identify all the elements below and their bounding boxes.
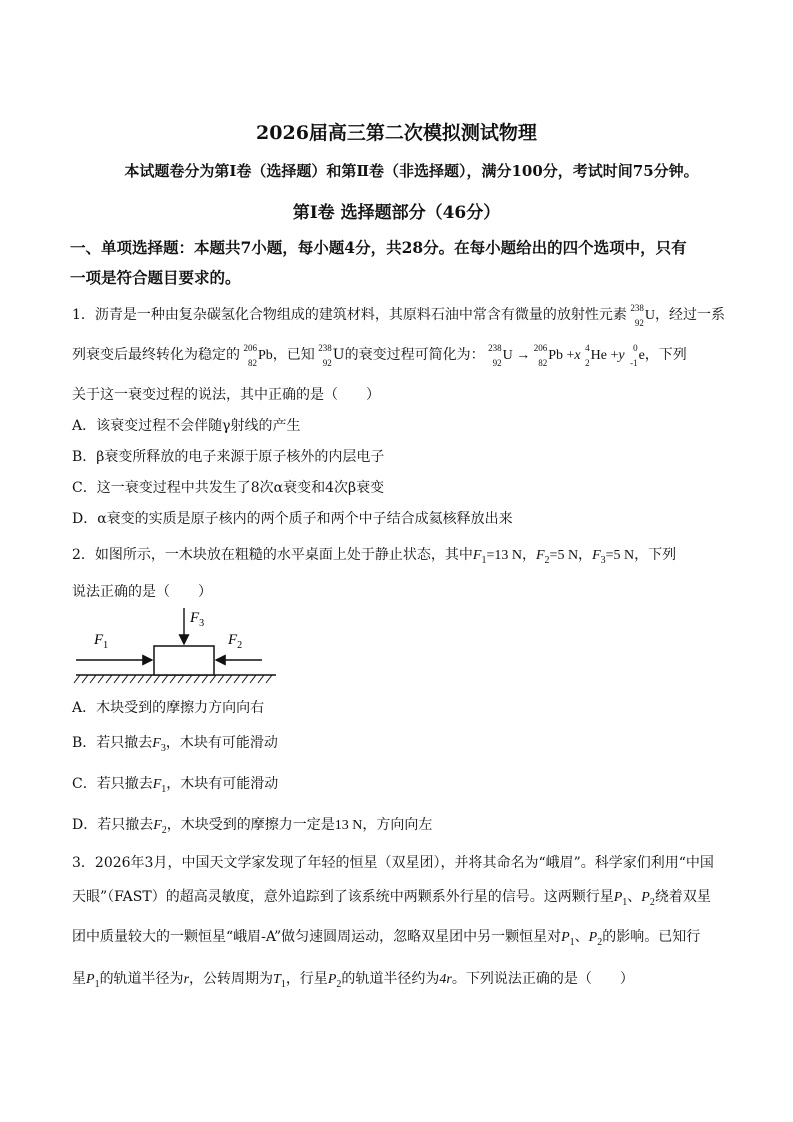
q1-line-1 <box>72 304 725 326</box>
q3-text: 天眼”（FAST）的超高灵敏度，意外追踪到了该系统中两颗系外行星的信号。这两颗行星 <box>72 889 614 905</box>
q3-text: 的轨道半径约为 <box>341 971 440 987</box>
u238-nuclide: 238 92 <box>488 343 502 368</box>
q3-text: 的轨道半径为 <box>99 971 184 987</box>
f1-index: 1 <box>161 784 167 795</box>
q3-text: ，行星 <box>285 971 328 987</box>
f1-label: $F_1$ <box>94 632 109 651</box>
q1-text: 列衰变后最终转化为稳定的 <box>72 347 240 363</box>
q3-text: 团中质量较大的一颗恒星“峨眉-A”做匀速圆周运动，忽略双星团中另一颗恒星对 <box>72 929 562 945</box>
radius-4r: 4r <box>439 972 452 987</box>
decay-equation-part: e，下列 <box>638 348 687 363</box>
f2-value: =5 N， <box>549 548 593 563</box>
q3-text: ，公转周期为 <box>189 971 274 987</box>
f2-index: 2 <box>544 555 550 566</box>
q3-line-3 <box>72 926 700 948</box>
q2-option-a: A．木块受到的摩擦力方向向右 <box>72 700 265 716</box>
q2-option-text: ，方向向左 <box>362 817 433 833</box>
q3-text: 星 <box>72 971 86 987</box>
decay-equation-part: Pb + <box>548 348 575 363</box>
q2-option-d <box>72 814 432 836</box>
u238-nuclide: 238 92 <box>630 303 644 328</box>
f3-index: 3 <box>600 555 606 566</box>
p1-symbol: P <box>613 890 623 905</box>
f1-value: =13 N， <box>486 548 536 563</box>
page-title: 2026届高三第二次模拟测试物理 <box>256 122 537 144</box>
wood-block <box>154 646 214 675</box>
pb206-nuclide: 206 82 <box>243 343 257 368</box>
q1-option-c: C．这一衰变过程中共发生了8次α衰变和4次β衰变 <box>72 480 385 496</box>
period-index: 1 <box>280 979 286 990</box>
f3-value: =5 N，下列 <box>605 548 677 563</box>
f3-symbol: F <box>592 548 601 563</box>
q1-option-d: D．α衰变的实质是原子核内的两个质子和两个中子结合成氦核释放出来 <box>72 511 513 527</box>
q2-line-1 <box>72 544 676 566</box>
q1-text: 1．沥青是一种由复杂碳氢化合物组成的建筑材料，其原料石油中常含有微量的放射性元素 <box>72 307 627 323</box>
u238-nuclide: 238 92 <box>318 343 332 368</box>
f3-label: $F_3$ <box>190 610 205 629</box>
p1-symbol: P <box>561 930 570 945</box>
q2-option-text: C．若只撤去 <box>72 776 153 792</box>
decay-coefficient-y: y <box>618 348 625 363</box>
question-type-heading-cont: 一项是符合题目要求的。 <box>70 268 241 287</box>
p2-symbol: P <box>588 930 598 945</box>
p2-index: 2 <box>597 937 603 948</box>
q3-line-4 <box>72 968 634 990</box>
period-symbol: T <box>273 972 281 987</box>
q3-line-1: 3．2026年3月，中国天文学家发现了年轻的恒星（双星团），并将其命名为“峨眉”。科学家们利用“中国 <box>72 855 714 871</box>
q1-option-b: B．β衰变所释放的电子来源于原子核外的内层电子 <box>72 449 385 465</box>
force-diagram <box>72 604 282 690</box>
f2-index: 2 <box>161 825 167 836</box>
p1-symbol: P <box>86 972 95 987</box>
q2-option-text: ，木块受到的摩擦力一定是 <box>166 817 335 833</box>
p2-index: 2 <box>649 897 655 908</box>
q1-text: Pb，已知 <box>258 348 315 363</box>
q2-text: 2．如图所示，一木块放在粗糙的水平桌面上处于静止状态，其中 <box>72 547 473 563</box>
q1-line-3: 关于这一衰变过程的说法，其中正确的是（ ） <box>72 387 380 403</box>
p2-symbol: P <box>641 890 650 905</box>
f2-symbol: F <box>153 818 162 833</box>
q1-line-2 <box>72 344 687 366</box>
he4-nuclide: 4 2 <box>585 343 590 368</box>
q1-option-a: A．该衰变过程不会伴随γ射线的产生 <box>72 418 301 434</box>
question-type-heading: 一、单项选择题：本题共7小题，每小题4分，共28分。在每小题给出的四个选项中，只有 <box>70 238 687 257</box>
decay-equation-part: He + <box>590 348 619 363</box>
f2-label: $F_2$ <box>228 632 243 651</box>
q3-text: 、 <box>574 929 589 945</box>
f2-symbol: F <box>535 548 545 563</box>
q2-option-text: D．若只撤去 <box>72 817 154 833</box>
electron-nuclide: 0 -1 <box>630 343 638 368</box>
p1-index: 1 <box>569 937 575 948</box>
f3-index: 3 <box>160 743 166 754</box>
f1-symbol: F <box>472 548 482 563</box>
q3-line-2 <box>72 886 711 908</box>
p1-index: 1 <box>622 897 628 908</box>
f1-symbol: F <box>152 777 162 792</box>
q2-line-2: 说法正确的是（ ） <box>72 584 212 600</box>
friction-value: 13 N <box>334 818 363 833</box>
q3-text: 、 <box>627 889 642 905</box>
p1-index: 1 <box>94 979 100 990</box>
exam-instructions: 本试题卷分为第Ⅰ卷（选择题）和第Ⅱ卷（非选择题），满分100分，考试时间75分钟。 <box>124 162 699 180</box>
q1-text-tail: U，经过一系 <box>644 308 726 323</box>
p2-symbol: P <box>327 972 337 987</box>
p2-index: 2 <box>336 979 342 990</box>
q2-option-c <box>72 773 278 795</box>
q2-option-text: B．若只撤去 <box>72 735 153 751</box>
f1-index: 1 <box>481 555 487 566</box>
radius-symbol: r <box>183 972 190 987</box>
section-title: 第Ⅰ卷 选择题部分（46分） <box>292 203 501 223</box>
q3-text: 的影响。已知行 <box>602 929 701 945</box>
q2-option-b <box>72 732 278 754</box>
pb206-nuclide: 206 82 <box>533 343 548 368</box>
q2-option-text: ，木块有可能滑动 <box>166 776 279 792</box>
q3-text: 。下列说法正确的是（ ） <box>451 971 634 987</box>
decay-coefficient-x: x <box>574 348 581 363</box>
decay-equation-part: U → <box>502 348 531 363</box>
q3-text: 绕着双星 <box>654 889 711 905</box>
ground-hatching <box>74 675 272 683</box>
f3-symbol: F <box>152 736 161 751</box>
q1-text: U的衰变过程可简化为： <box>332 347 485 363</box>
q2-option-text: ，木块有可能滑动 <box>165 735 278 751</box>
